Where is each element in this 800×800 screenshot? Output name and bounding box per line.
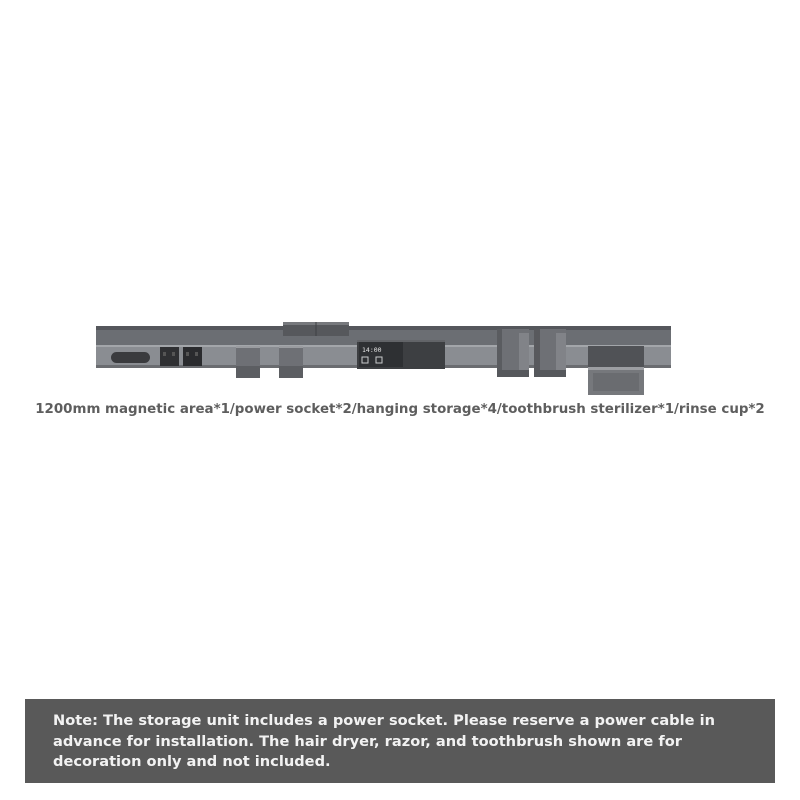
- top-mount-clip: [283, 322, 349, 336]
- power-socket-2: [183, 347, 202, 366]
- rinse-cup-holder-2: [534, 329, 566, 377]
- power-socket-1: [160, 347, 179, 366]
- note-text: Note: The storage unit includes a power socket. Please reserve a power cable in advance for installation. The hair dryer, razor, and toothbrush shown are for decoration only and not included.: [53, 712, 715, 770]
- hanging-hook-1: [236, 346, 260, 378]
- hanging-hook-2: [279, 346, 303, 378]
- sterilizer-clock: 14:00: [362, 346, 382, 354]
- rail-slot-icon: [111, 352, 150, 363]
- rinse-cup-holder-1: [497, 329, 529, 377]
- note-panel: [25, 699, 775, 783]
- side-shelf-holder: [588, 346, 644, 395]
- product-caption: 1200mm magnetic area*1/power socket*2/hanging storage*4/toothbrush sterilizer*1/rinse cup*2: [35, 402, 765, 417]
- toothbrush-sterilizer: [357, 340, 445, 369]
